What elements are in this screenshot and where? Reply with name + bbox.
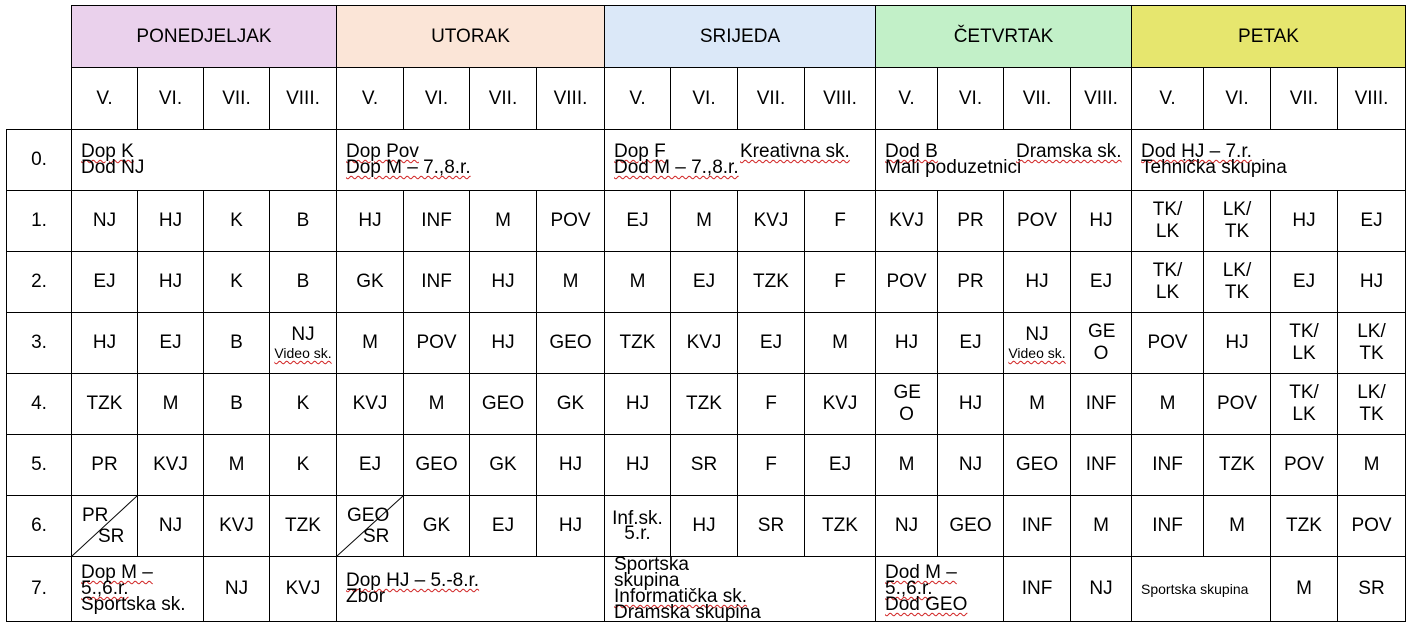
subject-cell: POV bbox=[1338, 496, 1406, 557]
subject-cell: KVJ bbox=[204, 496, 270, 557]
subject-cell: GK bbox=[337, 252, 404, 313]
subject-cell: INF bbox=[1132, 496, 1204, 557]
subject-cell: F bbox=[805, 191, 876, 252]
grade-header: V. bbox=[72, 68, 138, 130]
subject-cell bbox=[270, 313, 337, 374]
subject-cell: M bbox=[138, 374, 204, 435]
subject-cell: EJ bbox=[138, 313, 204, 374]
subject-text: TK/ LK bbox=[1289, 321, 1319, 364]
subject-text: LK/ TK bbox=[1222, 260, 1252, 303]
subject-cell: EJ bbox=[337, 435, 404, 496]
subject-cell: SR bbox=[738, 496, 805, 557]
subject-cell: POV bbox=[404, 313, 470, 374]
split-cell-tue-v bbox=[337, 496, 404, 557]
subject-cell: HJ bbox=[1338, 252, 1406, 313]
subject-cell: GEO bbox=[404, 435, 470, 496]
subject-cell: GEO bbox=[938, 496, 1004, 557]
subject-cell: NJ bbox=[876, 496, 938, 557]
subject-cell bbox=[1132, 191, 1204, 252]
subject-text: GE O bbox=[1088, 321, 1116, 364]
subject-cell: M bbox=[671, 191, 738, 252]
grade-header: VIII. bbox=[805, 68, 876, 130]
subject-cell: B bbox=[270, 252, 337, 313]
subject-cell: PR bbox=[72, 435, 138, 496]
subject-cell bbox=[1004, 313, 1071, 374]
subject-cell bbox=[876, 374, 938, 435]
subject-note: Video sk. bbox=[1008, 345, 1066, 361]
split-cell-mon-v bbox=[72, 496, 138, 557]
subject-cell: TZK bbox=[72, 374, 138, 435]
subject-cell: M bbox=[605, 252, 671, 313]
subject-cell: KVJ bbox=[805, 374, 876, 435]
subject-cell: K bbox=[270, 374, 337, 435]
activity-text: Kreativna sk. bbox=[740, 141, 850, 162]
subject-cell: POV bbox=[537, 191, 605, 252]
activity-text: Dod B bbox=[885, 141, 938, 162]
subject-cell: NJ bbox=[204, 557, 270, 622]
subject-cell: POV bbox=[1132, 313, 1204, 374]
split-text-top: GEO bbox=[347, 505, 390, 526]
subject-cell: HJ bbox=[537, 435, 605, 496]
corner-blank bbox=[7, 68, 72, 130]
activity-cell-mon-7 bbox=[72, 557, 204, 622]
subject-cell: GK bbox=[470, 435, 537, 496]
subject-cell: NJ bbox=[938, 435, 1004, 496]
subject-cell: HJ bbox=[1271, 191, 1338, 252]
activity-text: Sportska skupina bbox=[614, 554, 689, 591]
activity-text: Dop K bbox=[81, 141, 134, 162]
subject-cell: B bbox=[204, 313, 270, 374]
subject-cell: KVJ bbox=[671, 313, 738, 374]
subject-cell: EJ bbox=[1071, 252, 1132, 313]
subject-cell: KVJ bbox=[270, 557, 337, 622]
activity-text: Dop M – 5.,6.r. bbox=[81, 562, 153, 599]
activity-cell-fri-0 bbox=[1132, 130, 1406, 191]
subject-cell: TZK bbox=[738, 252, 805, 313]
day-header-monday: PONEDJELJAK bbox=[72, 6, 337, 68]
subject-cell: M bbox=[805, 313, 876, 374]
activity-text: Dramska skupina bbox=[614, 602, 761, 623]
subject-cell: HJ bbox=[138, 191, 204, 252]
period-number: 5. bbox=[7, 435, 72, 496]
subject-cell bbox=[1271, 374, 1338, 435]
activity-text: Dop M – 7.,8.r. bbox=[346, 157, 471, 178]
subject-cell: M bbox=[1338, 435, 1406, 496]
subject-cell: M bbox=[537, 252, 605, 313]
subject-cell: HJ bbox=[876, 313, 938, 374]
grade-header: VII. bbox=[1004, 68, 1071, 130]
subject-cell: GEO bbox=[1004, 435, 1071, 496]
subject-cell: M bbox=[876, 435, 938, 496]
subject-cell: NJ bbox=[1071, 557, 1132, 622]
subject-cell: B bbox=[270, 191, 337, 252]
grade-header: VII. bbox=[1271, 68, 1338, 130]
subject-cell: HJ bbox=[537, 496, 605, 557]
subject-cell: HJ bbox=[337, 191, 404, 252]
activity-text: Informatička sk. bbox=[614, 586, 748, 607]
subject-cell: HJ bbox=[938, 374, 1004, 435]
grade-header: VI. bbox=[1204, 68, 1271, 130]
period-number: 4. bbox=[7, 374, 72, 435]
period-number: 0. bbox=[7, 130, 72, 191]
activity-text: Inf.sk. bbox=[612, 508, 663, 529]
split-text-top: PR bbox=[82, 505, 109, 526]
subject-cell: TZK bbox=[1271, 496, 1338, 557]
subject-cell: GEO bbox=[470, 374, 537, 435]
subject-cell: POV bbox=[1004, 191, 1071, 252]
subject-text: TK/ LK bbox=[1289, 382, 1319, 425]
activity-cell-wed-7 bbox=[605, 554, 876, 623]
subject-cell: HJ bbox=[470, 313, 537, 374]
subject-text: LK/ TK bbox=[1222, 199, 1252, 242]
subject-cell: HJ bbox=[72, 313, 138, 374]
subject-cell: INF bbox=[1071, 435, 1132, 496]
grade-header: VIII. bbox=[1338, 68, 1406, 130]
subject-cell: INF bbox=[1004, 557, 1071, 622]
day-header-friday: PETAK bbox=[1132, 6, 1406, 68]
activity-cell-mon-0 bbox=[72, 130, 337, 191]
subject-cell bbox=[1132, 252, 1204, 313]
grade-header: V. bbox=[605, 68, 671, 130]
subject-cell: POV bbox=[876, 252, 938, 313]
subject-cell bbox=[1204, 252, 1271, 313]
grade-header: VI. bbox=[938, 68, 1004, 130]
activity-text: Dop HJ – 5.-8.r. bbox=[346, 570, 480, 591]
subject-cell: K bbox=[204, 191, 270, 252]
subject-text: NJ bbox=[291, 324, 315, 345]
subject-text: TK/ LK bbox=[1152, 260, 1183, 303]
subject-cell bbox=[1271, 313, 1338, 374]
subject-cell: HJ bbox=[138, 252, 204, 313]
period-number: 6. bbox=[7, 496, 72, 557]
split-text-bottom: SR bbox=[363, 526, 390, 547]
grade-header: VII. bbox=[204, 68, 270, 130]
subject-cell: INF bbox=[1132, 435, 1204, 496]
period-number: 1. bbox=[7, 191, 72, 252]
subject-cell: KVJ bbox=[138, 435, 204, 496]
activity-text: Dod NJ bbox=[81, 157, 145, 178]
subject-cell: GK bbox=[404, 496, 470, 557]
subject-text: TK/ LK bbox=[1152, 199, 1183, 242]
subject-cell: M bbox=[404, 374, 470, 435]
subject-cell: TZK bbox=[671, 374, 738, 435]
grade-header: V. bbox=[876, 68, 938, 130]
subject-cell: M bbox=[1271, 557, 1338, 622]
grade-header: VIII. bbox=[270, 68, 337, 130]
subject-cell: KVJ bbox=[738, 191, 805, 252]
activity-cell-wed-6 bbox=[605, 496, 671, 557]
subject-cell bbox=[1338, 374, 1406, 435]
subject-cell: EJ bbox=[671, 252, 738, 313]
subject-cell: GEO bbox=[537, 313, 605, 374]
subject-cell: PR bbox=[938, 191, 1004, 252]
subject-cell: F bbox=[738, 435, 805, 496]
subject-cell: M bbox=[1071, 496, 1132, 557]
grade-header: V. bbox=[337, 68, 404, 130]
subject-cell: M bbox=[1204, 496, 1271, 557]
subject-cell: M bbox=[337, 313, 404, 374]
grade-header: VII. bbox=[738, 68, 805, 130]
grade-header: VI. bbox=[404, 68, 470, 130]
activity-text: Tehnička skupina bbox=[1141, 157, 1287, 178]
subject-cell: TZK bbox=[270, 496, 337, 557]
period-number: 7. bbox=[7, 557, 72, 622]
activity-text: Dod HJ – 7.r. bbox=[1141, 141, 1252, 162]
activity-text: Dramska sk. bbox=[1016, 141, 1122, 162]
subject-cell: K bbox=[270, 435, 337, 496]
subject-cell: HJ bbox=[1071, 191, 1132, 252]
subject-cell: EJ bbox=[738, 313, 805, 374]
subject-cell: HJ bbox=[605, 435, 671, 496]
subject-cell: TZK bbox=[1204, 435, 1271, 496]
period-number: 3. bbox=[7, 313, 72, 374]
grade-header: VIII. bbox=[537, 68, 605, 130]
activity-text: Dod M – 5.,6.r. bbox=[885, 562, 957, 599]
split-text-bottom: SR bbox=[98, 526, 125, 547]
subject-cell: TZK bbox=[805, 496, 876, 557]
subject-cell: KVJ bbox=[876, 191, 938, 252]
subject-cell: EJ bbox=[72, 252, 138, 313]
subject-cell: GK bbox=[537, 374, 605, 435]
activity-text: Sportska sk. bbox=[81, 594, 186, 615]
subject-note: Video sk. bbox=[274, 345, 332, 361]
subject-cell: EJ bbox=[805, 435, 876, 496]
subject-cell: HJ bbox=[671, 496, 738, 557]
subject-cell: INF bbox=[404, 252, 470, 313]
subject-cell: INF bbox=[1004, 496, 1071, 557]
subject-cell: KVJ bbox=[337, 374, 404, 435]
grade-header: VI. bbox=[671, 68, 738, 130]
subject-cell bbox=[1338, 313, 1406, 374]
activity-text: Dod M – 7.,8.r. bbox=[614, 157, 739, 178]
day-header-thursday: ČETVRTAK bbox=[876, 6, 1132, 68]
subject-cell: F bbox=[738, 374, 805, 435]
activity-cell-wed-0 bbox=[605, 130, 876, 191]
subject-text: LK/ TK bbox=[1357, 321, 1386, 364]
subject-cell: PR bbox=[938, 252, 1004, 313]
subject-cell: POV bbox=[1204, 374, 1271, 435]
activity-cell-thu-0 bbox=[876, 130, 1132, 191]
subject-cell: M bbox=[204, 435, 270, 496]
subject-cell: NJ bbox=[138, 496, 204, 557]
subject-cell: SR bbox=[671, 435, 738, 496]
subject-text: NJ bbox=[1025, 324, 1049, 345]
subject-cell: TZK bbox=[605, 313, 671, 374]
activity-text: Zbor bbox=[346, 586, 386, 607]
activity-cell-tue-7 bbox=[337, 557, 605, 622]
subject-cell: M bbox=[1132, 374, 1204, 435]
subject-text: GE O bbox=[893, 382, 921, 425]
activity-cell-fri-7 bbox=[1132, 557, 1271, 622]
subject-cell: HJ bbox=[470, 252, 537, 313]
subject-cell: EJ bbox=[470, 496, 537, 557]
subject-cell: NJ bbox=[72, 191, 138, 252]
day-header-wednesday: SRIJEDA bbox=[605, 6, 876, 68]
subject-cell: EJ bbox=[1271, 252, 1338, 313]
subject-cell bbox=[1071, 313, 1132, 374]
subject-cell: INF bbox=[404, 191, 470, 252]
activity-text: 5.r. bbox=[624, 523, 651, 544]
subject-cell: B bbox=[204, 374, 270, 435]
activity-text: Dop Pov bbox=[346, 141, 419, 162]
subject-cell: EJ bbox=[1338, 191, 1406, 252]
activity-text: Sportska skupina bbox=[1141, 581, 1249, 597]
subject-cell: HJ bbox=[1004, 252, 1071, 313]
subject-cell: HJ bbox=[605, 374, 671, 435]
activity-cell-tue-0 bbox=[337, 130, 605, 191]
activity-text: Dop F bbox=[614, 141, 666, 162]
subject-cell: M bbox=[1004, 374, 1071, 435]
subject-cell: SR bbox=[1338, 557, 1406, 622]
subject-text: LK/ TK bbox=[1357, 382, 1386, 425]
period-number: 2. bbox=[7, 252, 72, 313]
grade-header: VIII. bbox=[1071, 68, 1132, 130]
subject-cell bbox=[1204, 191, 1271, 252]
grade-header: VI. bbox=[138, 68, 204, 130]
subject-cell: K bbox=[204, 252, 270, 313]
activity-text: Dod GEO bbox=[885, 594, 968, 615]
grade-header: VII. bbox=[470, 68, 537, 130]
subject-cell: INF bbox=[1071, 374, 1132, 435]
subject-cell: POV bbox=[1271, 435, 1338, 496]
subject-cell: F bbox=[805, 252, 876, 313]
corner-blank bbox=[7, 6, 72, 68]
subject-cell: M bbox=[470, 191, 537, 252]
timetable bbox=[6, 5, 1406, 622]
day-header-tuesday: UTORAK bbox=[337, 6, 605, 68]
activity-text: Mali poduzetnici bbox=[885, 157, 1022, 178]
activity-cell-thu-7 bbox=[876, 557, 1004, 622]
subject-cell: HJ bbox=[1204, 313, 1271, 374]
grade-header: V. bbox=[1132, 68, 1204, 130]
subject-cell: EJ bbox=[605, 191, 671, 252]
subject-cell: EJ bbox=[938, 313, 1004, 374]
